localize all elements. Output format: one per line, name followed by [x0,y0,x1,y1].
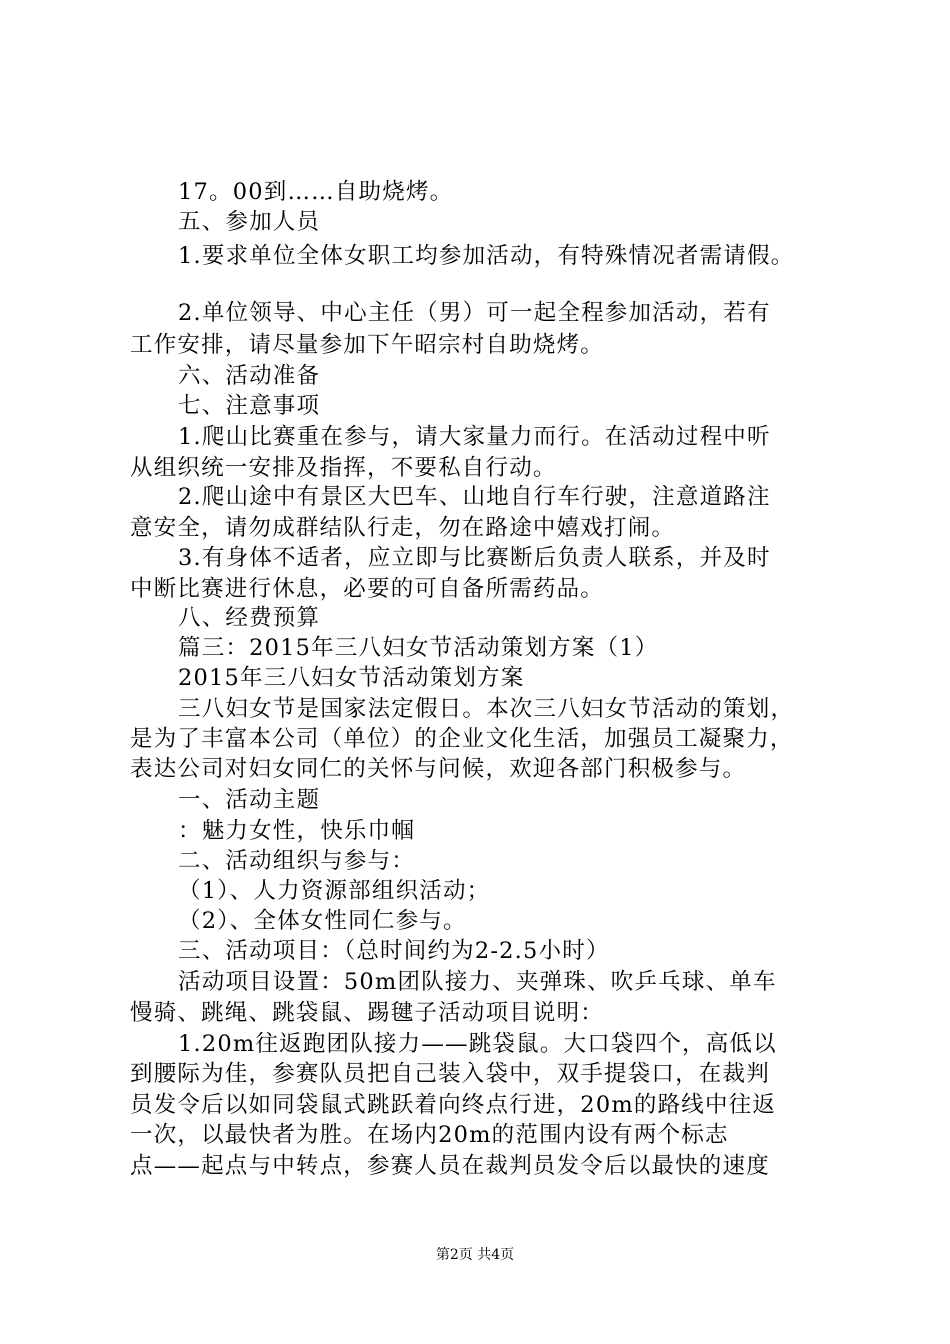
text-line: 活动项目设置：50m团队接力、夹弹珠、吹乒乓球、单车 [178,969,777,995]
section-heading: 二、活动组织与参与： [178,848,416,874]
text-line: （2）、全体女性同仁参与。 [178,908,467,934]
text-line: 员发令后以如同袋鼠式跳跃着向终点行进，20m的路线中往返 [130,1092,777,1118]
text-line: 一次，以最快者为胜。在场内20m的范围内设有两个标志 [130,1122,729,1148]
text-line: 是为了丰富本公司（单位）的企业文化生活，加强员工凝聚力， [130,726,794,752]
text-line: 从组织统一安排及指挥，不要私自行动。 [130,455,557,481]
chapter-heading: 篇三：2015年三八妇女节活动策划方案（1） [178,635,659,661]
text-line: 3.有身体不适者，应立即与比赛断后负责人联系，并及时 [178,545,771,571]
text-line: 2.单位领导、中心主任（男）可一起全程参加活动，若有 [178,300,771,326]
section-heading: 六、活动准备 [178,363,321,389]
text-line: 到腰际为佳，参赛队员把自己装入袋中，双手提袋口，在裁判 [130,1061,770,1087]
page-number-footer: 第2页 共4页 [435,1247,515,1263]
section-heading: 五、参加人员 [178,209,321,235]
text-line: 慢骑、跳绳、跳袋鼠、踢毽子活动项目说明： [130,1000,605,1026]
text-line: 1.爬山比赛重在参与，请大家量力而行。在活动过程中听 [178,424,771,450]
text-line: 2.爬山途中有景区大巴车、山地自行车行驶，注意道路注 [178,484,771,510]
section-heading: 七、注意事项 [178,393,321,419]
section-heading: 一、活动主题 [178,787,321,813]
text-line: 17。00到……自助烧烤。 [178,179,454,205]
text-line: 中断比赛进行休息，必要的可自备所需药品。 [130,576,605,602]
text-line: 点——起点与中转点，参赛人员在裁判员发令后以最快的速度 [130,1153,770,1179]
section-heading: 三、活动项目：（总时间约为2-2.5小时） [178,938,610,964]
text-line: 1.要求单位全体女职工均参加活动，有特殊情况者需请假。 [178,243,795,269]
text-line: 三八妇女节是国家法定假日。本次三八妇女节活动的策划， [178,696,795,722]
text-line: 表达公司对妇女同仁的关怀与问候，欢迎各部门积极参与。 [130,756,747,782]
text-line: （1）、人力资源部组织活动； [178,878,491,904]
text-line: 意安全，请勿成群结队行走，勿在路途中嬉戏打闹。 [130,515,676,541]
document-title: 2015年三八妇女节活动策划方案 [178,665,525,691]
section-heading: 八、经费预算 [178,605,321,631]
text-line: 1.20m往返跑团队接力——跳袋鼠。大口袋四个，高低以 [178,1031,777,1057]
text-line: 工作安排，请尽量参加下午昭宗村自助烧烤。 [130,332,605,358]
text-line: ：魅力女性，快乐巾帼 [178,818,416,844]
